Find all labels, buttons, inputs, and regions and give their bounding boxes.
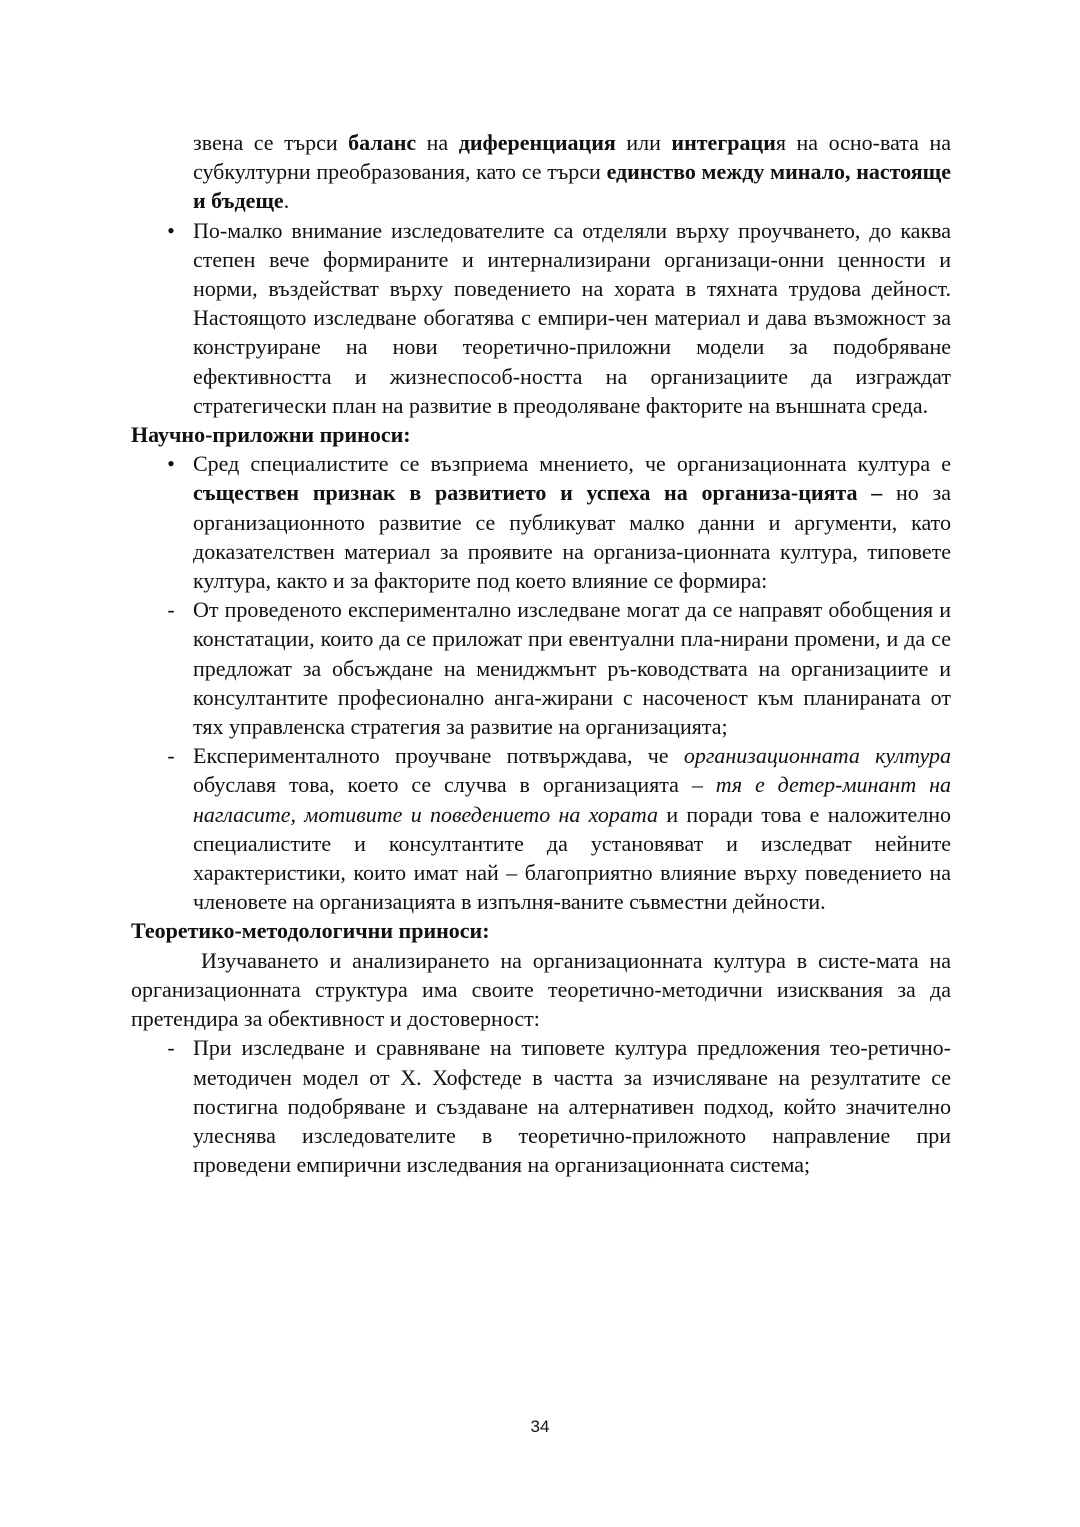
page-number: 34 <box>530 1417 550 1436</box>
dash-item <box>131 595 951 741</box>
section-heading-theory: Теоретико-методологични приноси: <box>131 918 490 944</box>
italic-term: организационната култура <box>683 743 951 769</box>
dash-marker: - <box>167 1035 175 1061</box>
text-run: на <box>416 130 459 155</box>
intro-paragraph <box>131 128 951 216</box>
bold-term: интеграци <box>671 130 776 155</box>
text-run: Експерименталното проучване потвърждава, че <box>193 743 684 769</box>
text-run: или <box>615 130 672 155</box>
italic-term: – тя е детер-минант на нагласите, мотивите и поведението на хората <box>193 772 951 827</box>
theory-paragraph: Изучаването и анализирането на организационната култура в систе-мата на организационната структура има своите теоретично-методични изисквания за да претендира за обективност и достоверност: <box>131 947 951 1032</box>
text-run: звена се търси <box>193 130 349 155</box>
dash-marker: - <box>167 743 175 769</box>
text-run: обуславя това, което се случва в организацията <box>193 772 692 798</box>
section-heading-applied: Научно-приложни приноси: <box>131 422 411 448</box>
text-run: но за организационното развитие се публикуват малко данни и аргументи, като доказателствен материал за проявите на организа-ционната култура, типовете култура, както и за факторите под което влияние се формира: <box>193 480 952 594</box>
bold-term: диференциация <box>458 130 616 155</box>
dash-marker: - <box>167 597 175 623</box>
bold-term: съществен признак в развитието и успеха на организа-цията – <box>193 480 883 506</box>
dash-text: От проведеното експериментално изследване могат да се направят обобщения и констатации, които да се приложат при евентуални пла-нирани промени, и да се предложат за обсъждане на мениджмънт ръ-ководствата на организациите и консултантите професионално анга-жирани с насоченост към планираната от тях управленска стратегия за развитие на организацията; <box>193 597 951 740</box>
text-run: Сред специалистите се възприема мнението, че организационната култура е <box>193 451 951 477</box>
text-run: я на осно-вата на субкултурни преобразования, като се търси <box>193 130 952 185</box>
dash-item <box>131 741 951 916</box>
text-run: и поради това е наложително специалистите и консултантите да установяват и изследват нейните характеристики, които имат най – благоприятно влияние върху поведението на членовете на организацията в изпълня-ваните съвместни дейности. <box>193 801 952 915</box>
bold-term: баланс <box>348 130 417 155</box>
bullet-text: По-малко внимание изследователите са отделяли върху проучването, до каква степен вече формираните и интернализирани организаци-онни ценности и норми, въздействат върху поведението на хората в тяхната трудова дейност. Настоящото изследване обогатява с емпири-чен материал и дава възможност за конструиране на нови теоретично-приложни модели за подобряване ефективността и жизнеспособ-ността на организациите да изграждат стратегически план на развитие в преодоляване факторите на външната среда. <box>193 217 951 418</box>
bullet-item <box>131 216 951 420</box>
bullet-marker: • <box>167 217 175 243</box>
text-run: . <box>283 188 290 214</box>
bullet-marker: • <box>167 451 175 477</box>
dash-text: При изследване и сравняване на типовете култура предложения тео-ретично-методичен модел от Х. Хофстеде в частта за изчисляване на резултатите се постигна подобряване и създаване на алтернативен подход, който значително улеснява изследователите в теоретично-приложното направление при проведени емпирични изследвания на организационната система; <box>193 1035 951 1178</box>
dash-item <box>131 1033 951 1179</box>
bullet-item <box>131 449 951 595</box>
page-content <box>131 128 951 1179</box>
bold-term: единство между минало, настояще и бъдеще <box>193 159 951 214</box>
